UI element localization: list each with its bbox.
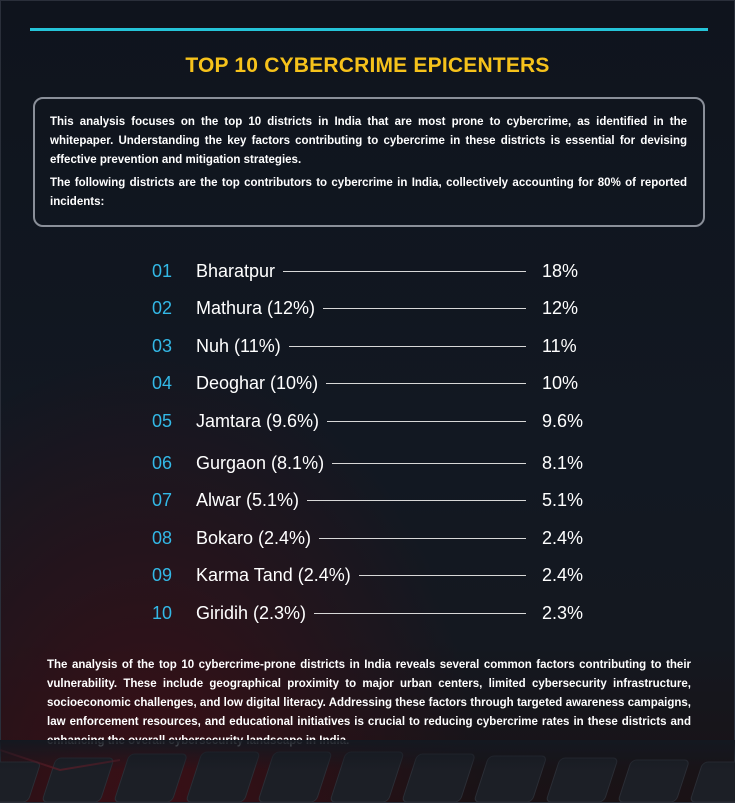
district-rank: 06 (152, 452, 173, 473)
intro-paragraph-2: The following districts are the top contributors to cybercrime in India, collectively accounting for 80% of reported incidents: (50, 177, 687, 208)
district-row (152, 487, 592, 513)
district-rank: 08 (152, 527, 173, 548)
district-rank: 09 (152, 564, 173, 585)
district-name: Alwar (5.1%) (196, 489, 300, 510)
leader-line (327, 421, 526, 422)
leader-line (332, 463, 526, 464)
district-name: Bokaro (2.4%) (196, 527, 312, 548)
district-row (152, 600, 592, 626)
leader-line (307, 500, 526, 501)
top-accent-rule (30, 28, 708, 31)
district-percent: 8.1% (542, 452, 584, 473)
district-name: Jamtara (9.6%) (196, 410, 320, 431)
district-percent: 12% (542, 297, 579, 318)
district-percent: 2.4% (542, 564, 584, 585)
district-rank: 03 (152, 335, 173, 356)
district-name: Mathura (12%) (196, 297, 316, 318)
keyboard-background-image (0, 740, 735, 803)
intro-box (33, 97, 705, 227)
intro-paragraph-1: This analysis focuses on the top 10 districts in India that are most prone to cybercrime, as identified in the whitepaper. Understanding the key factors contributing to cybercrime in these districts is essential for devising effective prevention and mitigation strategies. (50, 116, 687, 166)
summary-paragraph: The analysis of the top 10 cybercrime-prone districts in India reveals several common factors contributing to their vulnerability. These include geographical proximity to major urban centers, limited cybersecurity infrastructure, socioeconomic challenges, and low digital literacy. Addressing these factors through targeted awareness campaigns, law enforcement resources, and educational initiatives is crucial to reducing cybercrime rates in these districts and (47, 659, 691, 728)
district-name: Deoghar (10%) (196, 372, 319, 393)
district-row (152, 333, 592, 359)
district-percent: 5.1% (542, 489, 584, 510)
leader-line (323, 308, 526, 309)
district-row (152, 408, 592, 434)
district-row (152, 258, 592, 284)
district-rank: 04 (152, 372, 173, 393)
district-rank: 10 (152, 602, 173, 623)
leader-line (289, 346, 526, 347)
district-percent: 18% (542, 260, 579, 281)
district-percent: 9.6% (542, 410, 584, 431)
district-row (152, 562, 592, 588)
leader-line (283, 271, 526, 272)
district-rank: 05 (152, 410, 173, 431)
district-name: Karma Tand (2.4%) (196, 564, 351, 585)
page-title: TOP 10 CYBERCRIME EPICENTERS (185, 54, 550, 77)
district-percent: 2.4% (542, 527, 584, 548)
leader-line (326, 383, 526, 384)
district-name: Bharatpur (196, 260, 276, 281)
district-percent: 2.3% (542, 602, 584, 623)
leader-line (359, 575, 526, 576)
leader-line (319, 538, 526, 539)
district-percent: 10% (542, 372, 579, 393)
leader-line (314, 613, 526, 614)
district-percent: 11% (542, 335, 577, 356)
district-row (152, 450, 592, 476)
district-rank: 07 (152, 489, 173, 510)
district-rank: 01 (152, 260, 173, 281)
district-row (152, 295, 592, 321)
district-row (152, 525, 592, 551)
district-row (152, 370, 592, 396)
district-name: Gurgaon (8.1%) (196, 452, 325, 473)
district-name: Giridih (2.3%) (196, 602, 307, 623)
district-rank: 02 (152, 297, 173, 318)
district-name: Nuh (11%) (196, 335, 281, 356)
